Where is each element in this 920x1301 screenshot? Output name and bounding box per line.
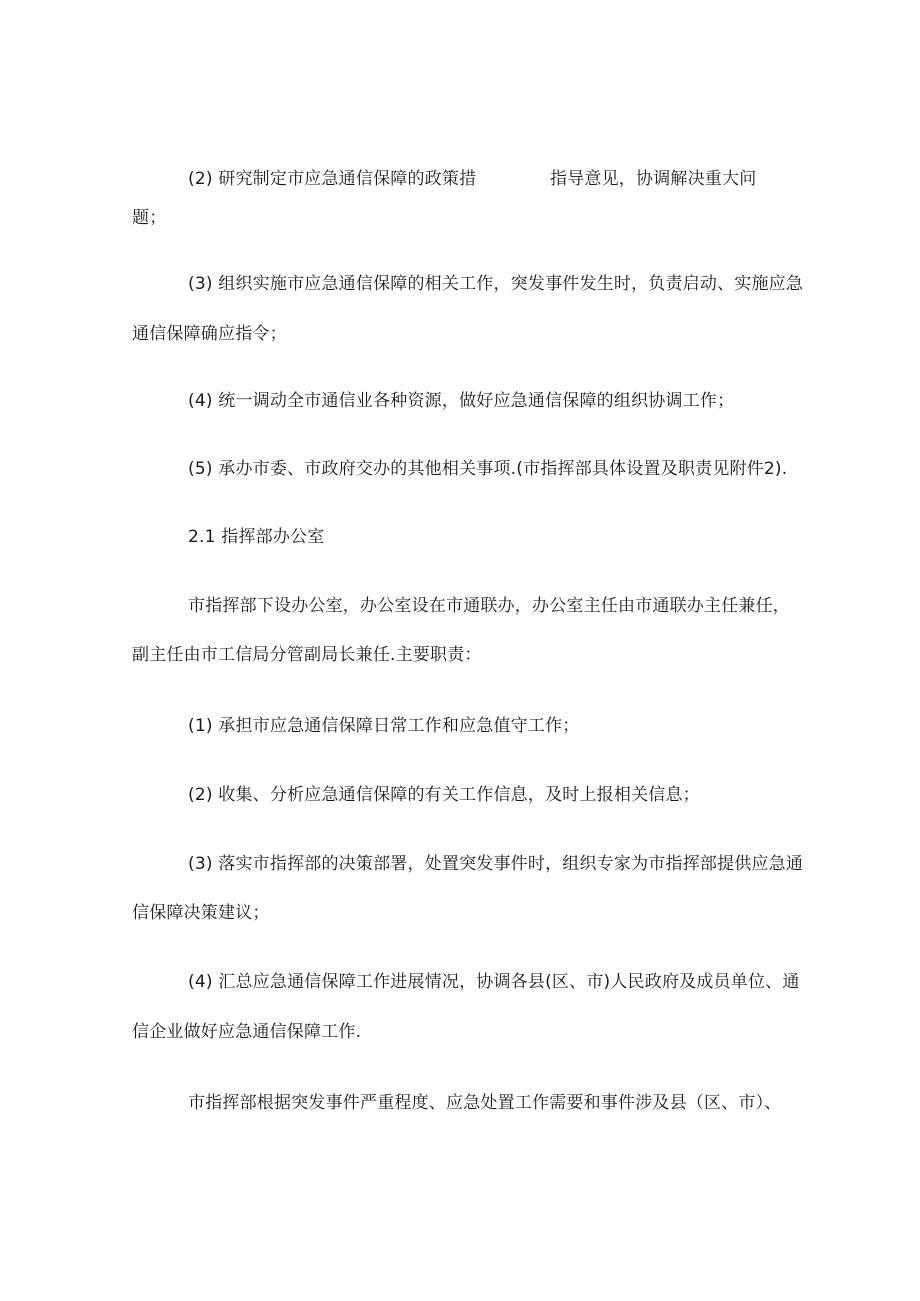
- paragraph-5-line-1: (5) 承办市委、市政府交办的其他相关事项.(市指挥部具体设置及职责见附件2).: [188, 459, 788, 479]
- paragraph-2-line-1a: (2) 研究制定市应急通信保障的政策措: [188, 169, 477, 189]
- section-heading: 2.1 指挥部办公室: [188, 527, 325, 547]
- paragraph-3-line-2: 通信保障确应指令；: [132, 324, 287, 344]
- duty-4-line-2: 信企业做好应急通信保障工作.: [132, 1022, 362, 1042]
- duty-2-line-1: (2) 收集、分析应急通信保障的有关工作信息，及时上报相关信息；: [188, 785, 700, 805]
- paragraph-office-line-2: 副主任由市工信局分管副局长兼任.主要职责：: [132, 645, 482, 665]
- duty-3-line-2: 信保障决策建议；: [132, 903, 270, 923]
- paragraph-office-line-1: 市指挥部下设办公室，办公室设在市通联办，办公室主任由市通联办主任兼任，: [188, 596, 790, 616]
- duty-4-line-1: (4) 汇总应急通信保障工作进展情况，协调各县(区、市)人民政府及成员单位、通: [188, 972, 800, 992]
- duty-3-line-1: (3) 落实市指挥部的决策部署，处置突发事件时，组织专家为市指挥部提供应急通: [188, 854, 804, 874]
- paragraph-2-line-2: 题；: [132, 208, 167, 228]
- paragraph-3-line-1: (3) 组织实施市应急通信保障的相关工作，突发事件发生时，负责启动、实施应急: [188, 274, 804, 294]
- paragraph-4-line-1: (4) 统一调动全市通信业各种资源，做好应急通信保障的组织协调工作；: [188, 391, 735, 411]
- duty-1-line-1: (1) 承担市应急通信保障日常工作和应急值守工作；: [188, 716, 580, 736]
- paragraph-2-line-1b: 指导意见，协调解决重大问: [550, 169, 757, 189]
- paragraph-final-line-1: 市指挥部根据突发事件严重程度、应急处置工作需要和事件涉及县（区、市）、: [188, 1093, 782, 1113]
